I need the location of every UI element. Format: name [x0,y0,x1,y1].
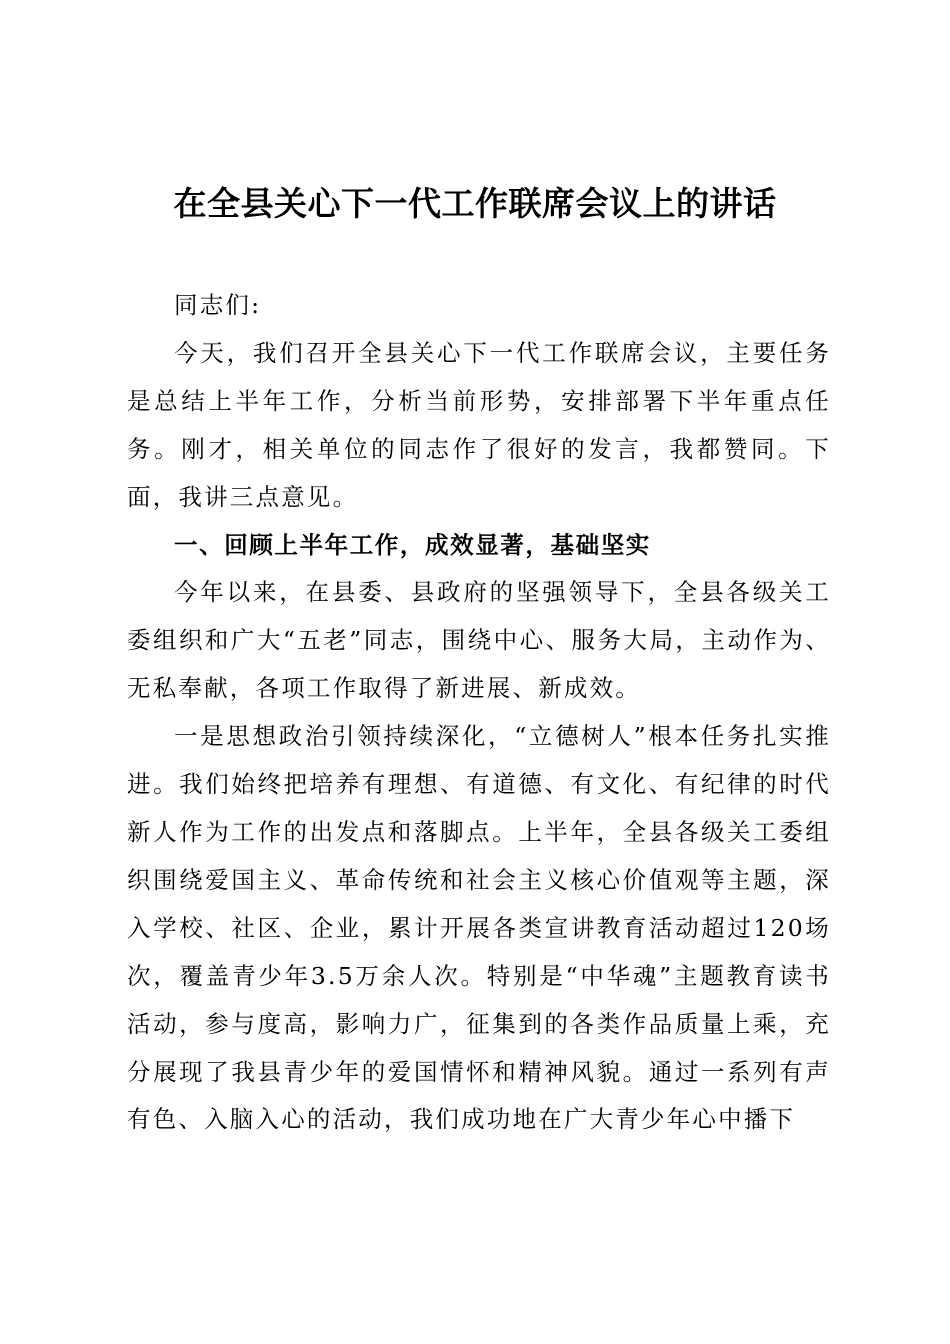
document-title: 在全县关心下一代工作联席会议上的讲话 [173,184,777,223]
salutation-paragraph: 同志们: [174,291,262,319]
intro-paragraph: 今天，我们召开全县关心下一代工作联席会议，主要任务是总结上半年工作，分析当前形势，安排部署下半年重点任务。刚才，相关单位的同志作了很好的发言，我都赞同。下面，我讲三点意见。 [127,338,831,511]
section-heading: 一、回顾上半年工作，成效显著，基础坚实 [174,530,651,559]
body-paragraph: 一是思想政治引领持续深化，“立德树人”根本任务扎实推进。我们始终把培养有理想、有道德、有文化、有纪律的时代新人作为工作的出发点和落脚点。上半年，全县各级关工委组织围绕爱国主义、革命传统和社会主义核心价值观等主题，深入学校、社区、企业，累计开展各类宣讲教育活动超过120场次，覆盖青少年3.5万余人次。特别是“中华魂”主题教育读书活动，参与度高，影响力广，征集到的各类作品质量上乘，充分展现了我县青少年的爱国情怀和精神风貌。通过一系列有声有色、入脑入心的活动，我们成功地在广大青少年心中播下 [127,722,831,1134]
body-paragraph: 今年以来，在县委、县政府的坚强领导下，全县各级关工委组织和广大“五老”同志，围绕中心、服务大局，主动作为、无私奉献，各项工作取得了新进展、新成效。 [127,578,831,703]
document-body [127,282,831,1144]
